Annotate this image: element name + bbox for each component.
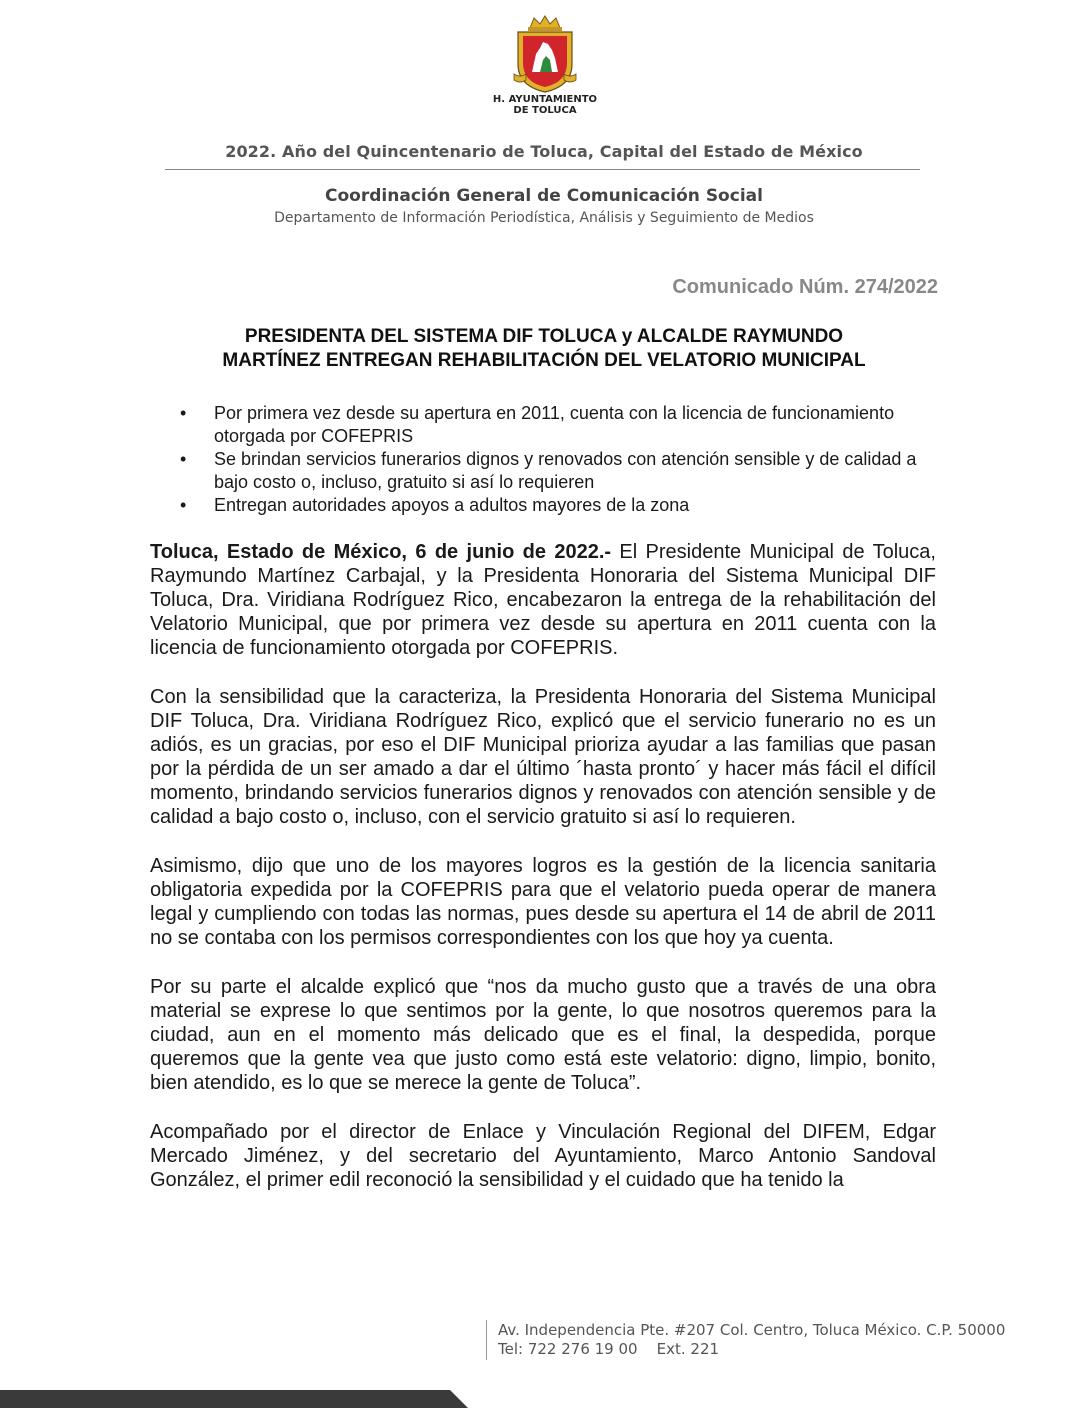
bullet-text: Se brindan servicios funerarios dignos y renovados con atención sensible y de calidad a bajo costo o, incluso, gratuito si así lo requieren (214, 449, 917, 492)
toluca-coat-of-arms-icon (510, 14, 580, 94)
bullet-item (180, 494, 920, 517)
footer-divider (486, 1320, 487, 1360)
headline-line1: PRESIDENTA DEL SISTEMA DIF TOLUCA y ALCALDE RAYMUNDO (244, 326, 844, 347)
headline (150, 325, 938, 373)
coordination-title: Coordinación General de Comunicación Social (325, 186, 763, 206)
footer-address: Av. Independencia Pte. #207 Col. Centro, Toluca México. C.P. 50000 (498, 1321, 1006, 1339)
bullet-icon: • (180, 403, 187, 423)
logo (490, 14, 600, 122)
bullet-icon: • (180, 449, 187, 469)
paragraph-1-text: El Presidente Municipal de Toluca, Raymundo Martínez Carbajal, y la Presidenta Honoraria del Sistema Municipal DIF Toluca, Dra. Viridiana Rodríguez Rico, encabezaron la entrega de la rehabilitación del Velatorio Municipal, que por primera vez desde su apertura en 2011 cuenta con la licencia de funcionamiento otorgada por COFEPRIS. (150, 541, 936, 659)
logo-line1: H. AYUNTAMIENTO (492, 94, 598, 105)
paragraph-3: Asimismo, dijo que uno de los mayores logros es la gestión de la licencia sanitaria obligatoria expedida por la COFEPRIS para que el velatorio pueda operar de manera legal y cumpliendo con todas las normas, pues desde su apertura el 14 de abril de 2011 no se contaba con los permisos correspondientes con los que hoy ya cuenta. (150, 855, 936, 949)
summary-bullets (180, 402, 920, 517)
article-body (150, 540, 936, 1217)
headline-line2: MARTÍNEZ ENTREGAN REHABILITACIÓN DEL VELATORIO MUNICIPAL (222, 350, 866, 371)
bullet-text: Por primera vez desde su apertura en 2011, cuenta con la licencia de funcionamiento otorgada por COFEPRIS (214, 403, 895, 446)
bullet-icon: • (180, 495, 187, 515)
bullet-item (180, 402, 920, 448)
paragraph-4: Por su parte el alcalde explicó que “nos da mucho gusto que a través de una obra material se exprese lo que sentimos por la gente, lo que nosotros queremos para la ciudad, aun en el momento más delicado que es el final, la despedida, porque queremos que la gente vea que justo como está este velatorio: digno, limpio, bonito, bien atendido, es lo que se merece la gente de Toluca”. (150, 976, 936, 1094)
header-divider (165, 169, 920, 170)
bullet-text: Entregan autoridades apoyos a adultos mayores de la zona (214, 495, 690, 515)
year-banner: 2022. Año del Quincentenario de Toluca, Capital del Estado de México (225, 142, 863, 161)
bullet-item (180, 448, 920, 494)
paragraph-1 (150, 540, 936, 660)
logo-line2: DE TOLUCA (513, 105, 577, 116)
dateline: Toluca, Estado de México, 6 de junio de 2022.- (150, 541, 612, 563)
paragraph-5: Acompañado por el director de Enlace y Vinculación Regional del DIFEM, Edgar Mercado Jiménez, y del secretario del Ayuntamiento, Marco Antonio Sandoval González, el primer edil reconoció la sensibilidad y el cuidado que ha tenido la (150, 1121, 936, 1191)
department-subtitle: Departamento de Información Periodística, Análisis y Seguimiento de Medios (274, 210, 814, 226)
footer-bar (0, 1386, 1088, 1408)
paragraph-2: Con la sensibilidad que la caracteriza, la Presidenta Honoraria del Sistema Municipal DIF Toluca, Dra. Viridiana Rodríguez Rico, explicó que el servicio funerario no es un adiós, es un gracias, por eso el DIF Municipal prioriza ayudar a las familias que pasan por la pérdida de un ser amado a dar el último ´hasta pronto´ y hacer más fácil el difícil momento, brindando servicios funerarios dignos y renovados con atención sensible y de calidad a bajo costo o, incluso, con el servicio gratuito si así lo requieren. (150, 686, 936, 828)
comunicado-number: Comunicado Núm. 274/2022 (672, 276, 938, 298)
footer-phone: Tel: 722 276 19 00 Ext. 221 (498, 1340, 720, 1358)
